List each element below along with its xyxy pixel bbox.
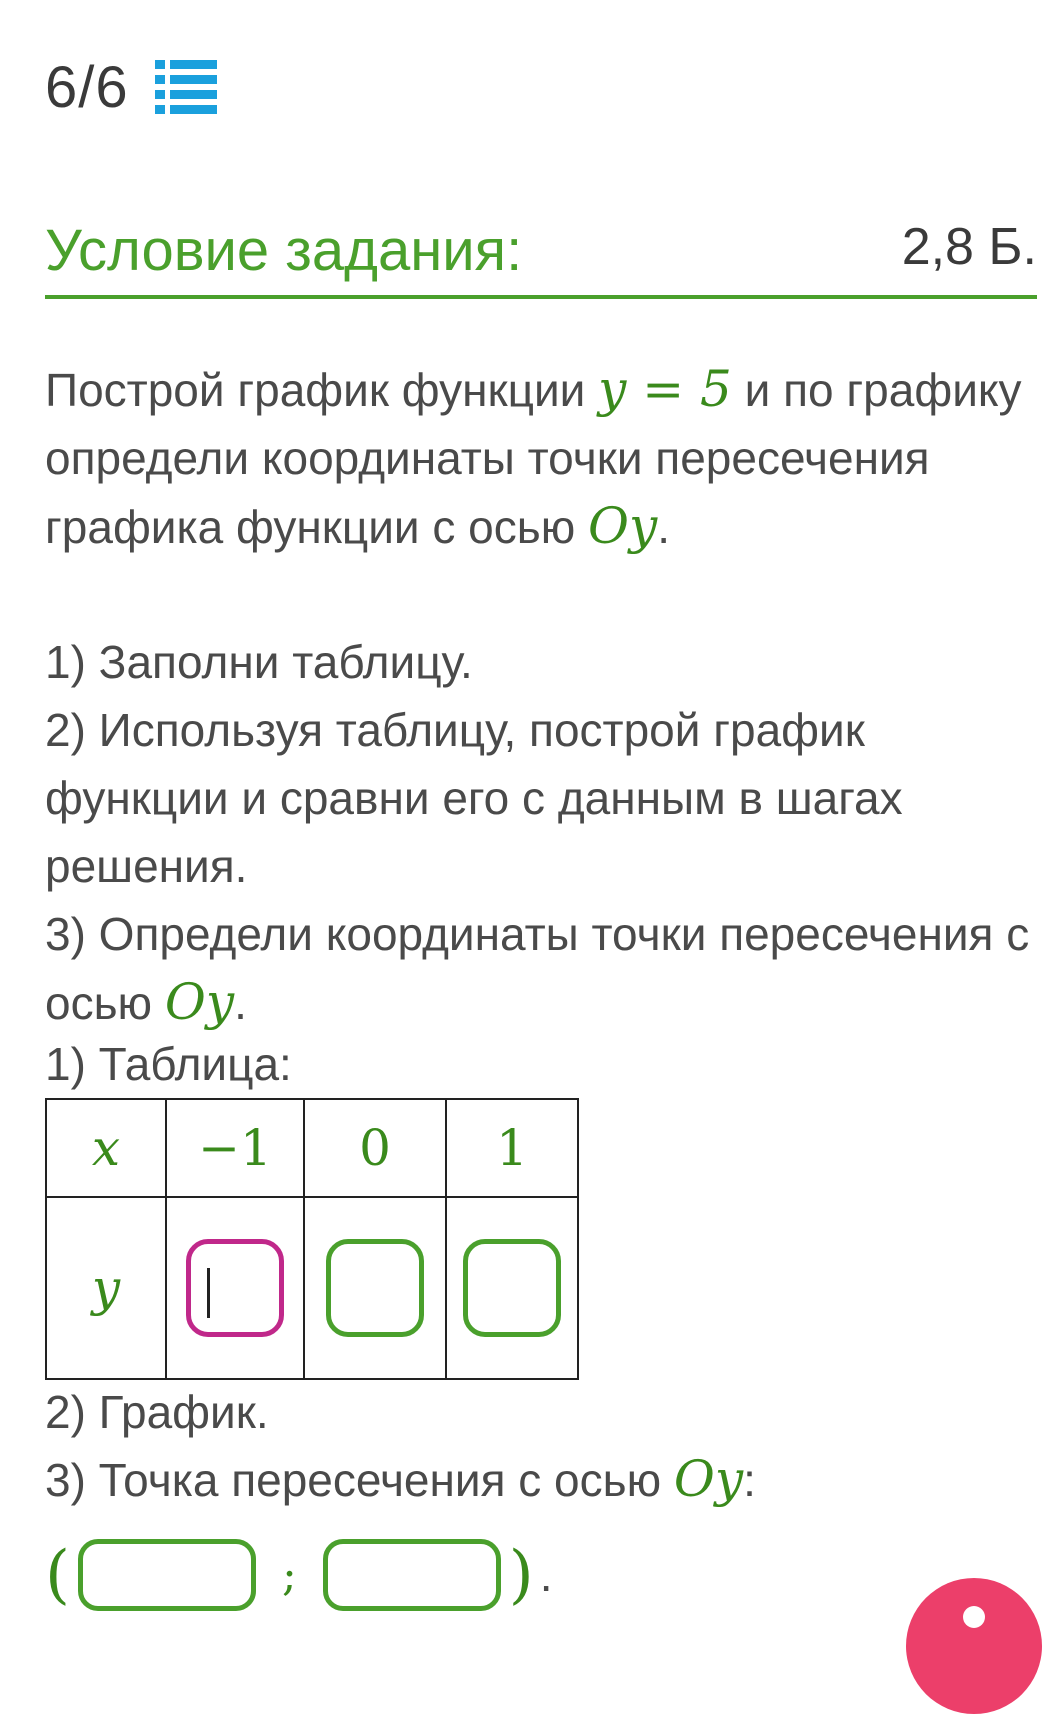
intersection-colon: :: [743, 1454, 756, 1506]
y-input-3[interactable]: [463, 1239, 561, 1337]
step-3-text: 3) Определи координаты точки пересечения с осью: [45, 908, 1030, 1029]
axis-label: Oy: [164, 973, 235, 1031]
task-steps: [45, 628, 1035, 1037]
text-cursor: [207, 1268, 210, 1318]
statement-text-1: Построй график функции: [45, 364, 599, 416]
table-label: 1) Таблица:: [45, 1038, 292, 1090]
x-header: x: [91, 1119, 121, 1177]
y-cell: [304, 1197, 446, 1379]
x-value: 0: [359, 1119, 391, 1177]
y-header-cell: [46, 1197, 166, 1379]
x-coordinate-input[interactable]: [78, 1539, 256, 1611]
list-icon[interactable]: [155, 56, 217, 118]
step-3: [45, 900, 1035, 1037]
open-paren: (: [45, 1538, 70, 1612]
x-value: 1: [496, 1119, 528, 1177]
table-row-x: [46, 1099, 578, 1197]
task-title: Условие задания:: [45, 218, 523, 283]
table-row-y: [46, 1197, 578, 1379]
step-1: 1) Заполни таблицу.: [45, 636, 473, 688]
statement-text-3: .: [657, 501, 671, 553]
statement-text-2: и по графику определи координаты точки пересечения графика функции с осью: [45, 364, 1022, 553]
y-coordinate-input[interactable]: [323, 1539, 501, 1611]
x-cell: [446, 1099, 578, 1197]
close-paren: ): [508, 1538, 534, 1612]
x-header-cell: [46, 1099, 166, 1197]
end-period: .: [539, 1549, 553, 1601]
function-formula: y = 5: [598, 360, 732, 418]
separator: ;: [281, 1549, 297, 1601]
intersection-answer: [45, 1530, 553, 1620]
task-header: [45, 205, 1037, 299]
x-value: −1: [198, 1119, 272, 1177]
help-icon: [963, 1606, 985, 1628]
step-2: 2) Используя таблицу, построй график функции и сравни его с данным в шагах решения.: [45, 704, 903, 892]
value-table: [45, 1098, 579, 1380]
y-cell: [446, 1197, 578, 1379]
help-button[interactable]: [906, 1578, 1042, 1714]
task-counter: 6/6: [45, 54, 129, 120]
y-input-1[interactable]: [186, 1239, 284, 1337]
axis-label: Oy: [587, 497, 658, 555]
graph-label: 2) График.: [45, 1386, 269, 1438]
axis-label: Oy: [673, 1450, 744, 1508]
y-input-2[interactable]: [326, 1239, 424, 1337]
x-cell: [166, 1099, 304, 1197]
progress-counter: [45, 55, 217, 119]
y-header: y: [91, 1259, 121, 1317]
intersection-text: 3) Точка пересечения с осью: [45, 1454, 674, 1506]
task-score: 2,8 Б.: [901, 218, 1037, 276]
intersection-label: [45, 1445, 1035, 1514]
task-statement: [45, 355, 1035, 561]
x-cell: [304, 1099, 446, 1197]
step-3-end: .: [234, 977, 247, 1029]
y-cell: [166, 1197, 304, 1379]
